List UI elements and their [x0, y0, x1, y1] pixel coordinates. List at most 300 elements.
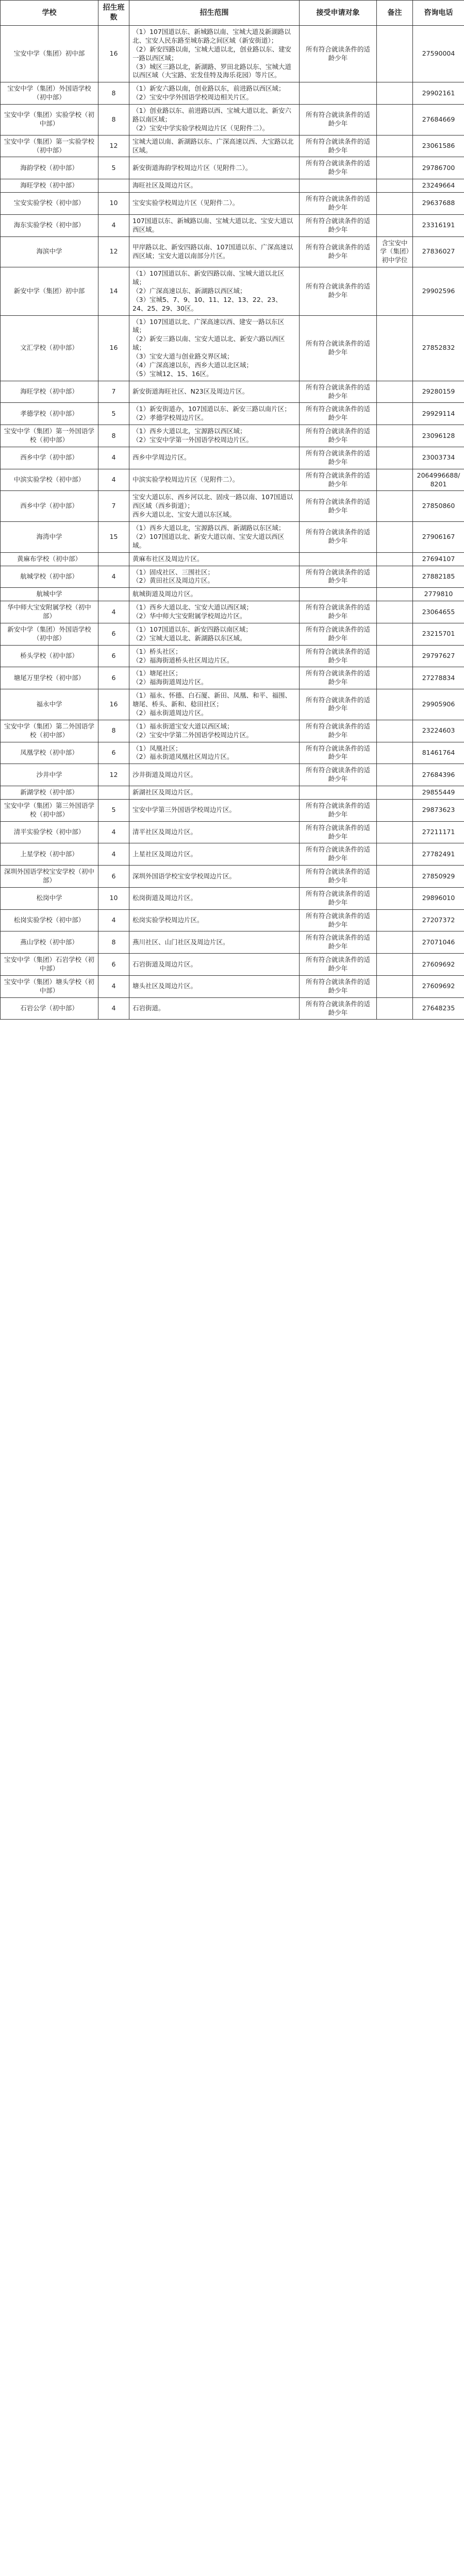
school-name-cell: 海旺学校（初中部） — [1, 179, 98, 193]
scope-line: （2）福永街道凤凰社区周边片区。 — [132, 753, 234, 761]
scope-line: （2）107国道以北、新安大道以南、宝安大道以西区域。 — [132, 532, 285, 549]
note-cell — [377, 887, 413, 909]
class-count-cell: 6 — [98, 742, 129, 764]
phone-cell: 29637688 — [413, 193, 464, 215]
enrollment-scope-cell — [129, 997, 300, 1020]
phone-cell: 29873623 — [413, 799, 464, 821]
table-row — [1, 82, 464, 105]
enrollment-scope-cell — [129, 447, 300, 469]
note-cell — [377, 821, 413, 843]
scope-line: 石岩街道。 — [132, 1004, 165, 1012]
school-name-cell: 燕山学校（初中部） — [1, 931, 98, 954]
phone-cell: 27684396 — [413, 764, 464, 786]
table-row — [1, 866, 464, 888]
phone-cell: 27684669 — [413, 105, 464, 135]
class-count-cell: 8 — [98, 105, 129, 135]
school-name-cell: 宝安中学（集团）第一外国语学校（初中部） — [1, 425, 98, 447]
school-name-cell: 宝安中学（集团）实验学校（初中部） — [1, 105, 98, 135]
scope-line: （1）107国道以北、广深高速以西、建安一路以东区域； — [132, 317, 285, 334]
scope-line: 107国道以东、新城路以南、宝城大道以北、宝安大道以西区域。 — [132, 216, 293, 233]
school-name-cell: 文汇学校（初中部） — [1, 315, 98, 381]
table-row — [1, 997, 464, 1020]
enrollment-scope-cell — [129, 26, 300, 82]
school-name-cell: 石岩公学（初中部） — [1, 997, 98, 1020]
table-row — [1, 193, 464, 215]
school-name-cell: 宝安中学（集团）第二外国语学校（初中部） — [1, 720, 98, 742]
applicant-target-cell: 所有符合就读条件的适龄少年 — [300, 997, 377, 1020]
phone-cell: 27207372 — [413, 909, 464, 931]
table-row — [1, 909, 464, 931]
school-name-cell: 桥头学校（初中部） — [1, 645, 98, 667]
scope-line: （1）福永、怀德、白石厦、新田、凤凰、和平、福围、塘尾、桥头、新和、稔田社区； — [132, 691, 291, 708]
enrollment-scope-cell — [129, 866, 300, 888]
scope-line: （1）创业路以东、前进路以西、宝城大道以北、新安六路以南区域； — [132, 107, 291, 123]
school-name-cell: 福永中学 — [1, 689, 98, 720]
scope-line: （2）新安三路以南、宝安大道以北、新安六路以西区域； — [132, 335, 285, 352]
scope-line: 宝安大道以东、西乡河以北、固戍一路以南、107国道以西区域（西乡街道）； — [132, 493, 293, 510]
note-cell — [377, 214, 413, 236]
table-row — [1, 491, 464, 522]
applicant-target-cell: 所有符合就读条件的适龄少年 — [300, 866, 377, 888]
note-cell — [377, 975, 413, 997]
note-cell — [377, 267, 413, 315]
school-name-cell: 海东实验学校（初中部） — [1, 214, 98, 236]
table-row — [1, 105, 464, 135]
applicant-target-cell: 所有符合就读条件的适龄少年 — [300, 491, 377, 522]
school-name-cell: 沙井中学 — [1, 764, 98, 786]
scope-line: （5）宝城12、15、16区。 — [132, 369, 213, 378]
phone-cell: 27782491 — [413, 843, 464, 866]
table-row — [1, 623, 464, 645]
school-name-cell: 凤凰学校（初中部） — [1, 742, 98, 764]
table-row — [1, 236, 464, 267]
scope-line: （2）华中师大宝安附属学校周边片区。 — [132, 612, 246, 620]
note-cell — [377, 667, 413, 689]
class-count-cell: 4 — [98, 821, 129, 843]
scope-line: （2）福永街道周边片区。 — [132, 708, 208, 717]
note-cell — [377, 381, 413, 403]
class-count-cell: 12 — [98, 236, 129, 267]
note-cell — [377, 522, 413, 553]
applicant-target-cell — [300, 82, 377, 105]
note-cell — [377, 623, 413, 645]
school-name-cell: 宝安中学（集团）初中部 — [1, 26, 98, 82]
scope-line: 新安街道海韵学校周边片区（见附件二）。 — [132, 163, 252, 172]
scope-line: 宝安中学第三外国语学校周边片区。 — [132, 806, 236, 814]
applicant-target-cell: 所有符合就读条件的适龄少年 — [300, 469, 377, 491]
class-count-cell — [98, 179, 129, 193]
table-row — [1, 469, 464, 491]
class-count-cell — [98, 552, 129, 566]
note-cell — [377, 193, 413, 215]
table-row — [1, 931, 464, 954]
scope-line: （3）城区三路以北，新湖路、罗田北路以东、宝城大道以西区域（大宝路、宏发佳特及海乐花园）等片区。 — [132, 62, 291, 79]
applicant-target-cell: 所有符合就读条件的适龄少年 — [300, 403, 377, 425]
applicant-target-cell: 所有符合就读条件的适龄少年 — [300, 214, 377, 236]
scope-line: （1）桥头社区； — [132, 647, 182, 655]
note-cell: 含宝安中学（集团）初中学位 — [377, 236, 413, 267]
scope-line: （3）宝安大道与创业路交界区域； — [132, 352, 234, 360]
note-cell — [377, 425, 413, 447]
header-note: 备注 — [377, 1, 413, 26]
applicant-target-cell: 所有符合就读条件的适龄少年 — [300, 742, 377, 764]
school-name-cell: 宝安中学（集团）第三外国语学校（初中部） — [1, 799, 98, 821]
applicant-target-cell: 所有符合就读条件的适龄少年 — [300, 105, 377, 135]
scope-line: （1）福永街道宝安大道以西区域； — [132, 722, 234, 730]
note-cell — [377, 469, 413, 491]
applicant-target-cell: 所有符合就读条件的适龄少年 — [300, 267, 377, 315]
enrollment-scope-cell — [129, 720, 300, 742]
enrollment-scope-cell — [129, 821, 300, 843]
header-phone: 咨询电话 — [413, 1, 464, 26]
applicant-target-cell: 所有符合就读条件的适龄少年 — [300, 601, 377, 623]
scope-line: 黄麻布社区及周边片区。 — [132, 554, 204, 563]
enrollment-scope-cell — [129, 522, 300, 553]
applicant-target-cell: 所有符合就读条件的适龄少年 — [300, 689, 377, 720]
scope-line: （1）塘尾社区； — [132, 669, 182, 677]
table-row — [1, 267, 464, 315]
school-name-cell: 上星学校（初中部） — [1, 843, 98, 866]
table-row — [1, 425, 464, 447]
scope-line: 塘头社区及周边片区。 — [132, 982, 197, 990]
table-row — [1, 315, 464, 381]
scope-line: （1）凤凰社区； — [132, 744, 182, 752]
scope-line: 燕川社区、山门社区及周边片区。 — [132, 938, 229, 946]
class-count-cell: 4 — [98, 447, 129, 469]
applicant-target-cell: 所有符合就读条件的适龄少年 — [300, 157, 377, 179]
scope-line: （3）宝城5、7、9、10、11、12、13、22、23、24、25、29、30区。 — [132, 295, 282, 312]
applicant-target-cell — [300, 552, 377, 566]
note-cell — [377, 786, 413, 800]
scope-line: （2）孝德学校周边片区。 — [132, 414, 208, 422]
note-cell — [377, 315, 413, 381]
enrollment-scope-cell — [129, 954, 300, 976]
scope-line: （2）宝安中学第二外国语学校周边片区。 — [132, 731, 253, 739]
class-count-cell: 12 — [98, 764, 129, 786]
phone-cell: 29929114 — [413, 403, 464, 425]
class-count-cell: 6 — [98, 667, 129, 689]
enrollment-scope-cell — [129, 214, 300, 236]
note-cell — [377, 799, 413, 821]
class-count-cell: 4 — [98, 975, 129, 997]
table-row — [1, 742, 464, 764]
scope-line: 宝安实验学校周边片区（见附件二）。 — [132, 199, 239, 207]
enrollment-scope-cell — [129, 236, 300, 267]
school-name-cell: 清平实验学校（初中部） — [1, 821, 98, 843]
table-row — [1, 799, 464, 821]
applicant-target-cell: 所有符合就读条件的适龄少年 — [300, 909, 377, 931]
table-row — [1, 689, 464, 720]
school-name-cell: 宝安中学（集团）石岩学校（初中部） — [1, 954, 98, 976]
enrollment-scope-cell — [129, 689, 300, 720]
school-name-cell: 新安中学（集团）初中部 — [1, 267, 98, 315]
applicant-target-cell: 所有符合就读条件的适龄少年 — [300, 425, 377, 447]
table-row — [1, 645, 464, 667]
enrollment-scope-cell — [129, 764, 300, 786]
scope-line: 海旺社区及周边片区。 — [132, 181, 197, 190]
class-count-cell: 16 — [98, 315, 129, 381]
applicant-target-cell: 所有符合就读条件的适龄少年 — [300, 887, 377, 909]
enrollment-scope-cell — [129, 799, 300, 821]
enrollment-scope-cell — [129, 179, 300, 193]
school-name-cell: 西乡中学（初中部） — [1, 491, 98, 522]
enrollment-scope-cell — [129, 786, 300, 800]
phone-cell: 27609692 — [413, 954, 464, 976]
phone-cell: 29905906 — [413, 689, 464, 720]
note-cell — [377, 82, 413, 105]
class-count-cell: 10 — [98, 193, 129, 215]
applicant-target-cell: 所有符合就读条件的适龄少年 — [300, 447, 377, 469]
note-cell — [377, 645, 413, 667]
school-name-cell: 宝安中学（集团）第一实验学校（初中部） — [1, 135, 98, 157]
class-count-cell: 6 — [98, 866, 129, 888]
school-name-cell: 海旺学校（初中部） — [1, 381, 98, 403]
applicant-target-cell: 所有符合就读条件的适龄少年 — [300, 720, 377, 742]
school-name-cell: 华中师大宝安附属学校（初中部） — [1, 601, 98, 623]
enrollment-scope-cell — [129, 887, 300, 909]
phone-cell: 23215701 — [413, 623, 464, 645]
scope-line: （2）宝安中学外国语学校周边相关片区。 — [132, 93, 253, 101]
table-row — [1, 157, 464, 179]
note-cell — [377, 135, 413, 157]
scope-line: （2）广深高速以东、新湖路以西区域； — [132, 286, 246, 295]
table-row — [1, 720, 464, 742]
enrollment-scope-cell — [129, 267, 300, 315]
scope-line: （2）新安四路以南，宝城大道以北，创业路以东、建安一路以西区域； — [132, 45, 291, 62]
class-count-cell: 7 — [98, 381, 129, 403]
class-count-cell: 16 — [98, 26, 129, 82]
applicant-target-cell: 所有符合就读条件的适龄少年 — [300, 843, 377, 866]
note-cell — [377, 105, 413, 135]
scope-line: 上星社区及周边片区。 — [132, 850, 197, 858]
table-row — [1, 447, 464, 469]
scope-line: （2）宝安中学第一外国语学校周边片区。 — [132, 436, 253, 444]
school-name-cell: 海滨中学 — [1, 236, 98, 267]
class-count-cell: 4 — [98, 469, 129, 491]
applicant-target-cell: 所有符合就读条件的适龄少年 — [300, 381, 377, 403]
scope-line: 甲岸路以北、新安四路以南、107国道以东、广深高速以西区域；宝安大道以南部分片区。 — [132, 243, 293, 260]
note-cell — [377, 997, 413, 1020]
enrollment-scope-cell — [129, 623, 300, 645]
school-name-cell: 松岗实验学校（初中部） — [1, 909, 98, 931]
applicant-target-cell: 所有符合就读条件的适龄少年 — [300, 623, 377, 645]
scope-line: 沙井街道及周边片区。 — [132, 770, 197, 778]
scope-line: （2）宝城大道以北、新湖路以东区域。 — [132, 634, 246, 642]
note-cell — [377, 566, 413, 588]
note-cell — [377, 552, 413, 566]
class-count-cell: 4 — [98, 601, 129, 623]
table-row — [1, 954, 464, 976]
applicant-target-cell: 所有符合就读条件的适龄少年 — [300, 26, 377, 82]
header-applicant-target: 接受申请对象 — [300, 1, 377, 26]
class-count-cell: 10 — [98, 887, 129, 909]
enrollment-scope-cell — [129, 588, 300, 601]
scope-line: （1）西乡大道以北，宝源路以西、新湖路以东区域； — [132, 524, 285, 532]
table-row — [1, 403, 464, 425]
applicant-target-cell: 所有符合就读条件的适龄少年 — [300, 522, 377, 553]
header-school: 学校 — [1, 1, 98, 26]
note-cell — [377, 26, 413, 82]
table-row — [1, 667, 464, 689]
school-name-cell: 航城中学 — [1, 588, 98, 601]
applicant-target-cell: 所有符合就读条件的适龄少年 — [300, 954, 377, 976]
note-cell — [377, 742, 413, 764]
table-row — [1, 887, 464, 909]
phone-cell: 29902596 — [413, 267, 464, 315]
class-count-cell: 4 — [98, 214, 129, 236]
class-count-cell: 4 — [98, 997, 129, 1020]
header-row — [1, 1, 464, 26]
scope-line: 新湖社区及周边片区。 — [132, 788, 197, 796]
applicant-target-cell: 所有符合就读条件的适龄少年 — [300, 821, 377, 843]
class-count-cell: 5 — [98, 799, 129, 821]
phone-cell: 27850860 — [413, 491, 464, 522]
enrollment-scope-cell — [129, 425, 300, 447]
school-name-cell: 黄麻布学校（初中部） — [1, 552, 98, 566]
note-cell — [377, 588, 413, 601]
enrollment-scope-cell — [129, 909, 300, 931]
enrollment-scope-cell — [129, 381, 300, 403]
enrollment-scope-cell — [129, 469, 300, 491]
school-name-cell: 塘尾万里学校（初中部） — [1, 667, 98, 689]
table-row — [1, 26, 464, 82]
scope-line: （1）107国道以东、新安四路以南区域； — [132, 625, 252, 633]
school-name-cell: 深圳外国语学校宝安学校（初中部） — [1, 866, 98, 888]
class-count-cell — [98, 786, 129, 800]
school-name-cell: 西乡中学（初中部） — [1, 447, 98, 469]
scope-line: （2）福海街道桥头社区周边片区。 — [132, 656, 234, 664]
applicant-target-cell: 所有符合就读条件的适龄少年 — [300, 315, 377, 381]
class-count-cell: 4 — [98, 566, 129, 588]
phone-cell: 23061586 — [413, 135, 464, 157]
class-count-cell: 4 — [98, 843, 129, 866]
phone-cell: 27648235 — [413, 997, 464, 1020]
applicant-target-cell: 所有符合就读条件的适龄少年 — [300, 667, 377, 689]
phone-cell: 23064655 — [413, 601, 464, 623]
scope-line: （1）固戍社区、三围社区； — [132, 568, 214, 576]
scope-line: 清平社区及周边片区。 — [132, 828, 197, 836]
school-name-cell: 宝安中学（集团）塘头学校（初中部） — [1, 975, 98, 997]
enrollment-scope-cell — [129, 193, 300, 215]
note-cell — [377, 843, 413, 866]
table-row — [1, 135, 464, 157]
class-count-cell: 12 — [98, 135, 129, 157]
applicant-target-cell: 所有符合就读条件的适龄少年 — [300, 135, 377, 157]
scope-line: （1）新安六路以南，创业路以东，前进路以西区域； — [132, 84, 285, 93]
table-row — [1, 566, 464, 588]
school-name-cell: 松岗中学 — [1, 887, 98, 909]
table-row — [1, 764, 464, 786]
school-name-cell: 海湾中学 — [1, 522, 98, 553]
enrollment-scope-cell — [129, 843, 300, 866]
scope-line: （1）107国道以东、新安四路以南、宝城大道以北区域； — [132, 269, 285, 286]
school-name-cell: 新安中学（集团）外国语学校（初中部） — [1, 623, 98, 645]
scope-line: （4）广深高速以东，西乡大道以北区域； — [132, 361, 253, 369]
enrollment-scope-cell — [129, 491, 300, 522]
enrollment-scope-cell — [129, 601, 300, 623]
phone-cell: 2779810 — [413, 588, 464, 601]
table-row — [1, 601, 464, 623]
phone-cell: 27278834 — [413, 667, 464, 689]
class-count-cell: 5 — [98, 157, 129, 179]
phone-cell: 81461764 — [413, 742, 464, 764]
school-name-cell: 新湖学校（初中部） — [1, 786, 98, 800]
note-cell — [377, 764, 413, 786]
class-count-cell: 6 — [98, 645, 129, 667]
applicant-target-cell: 所有符合就读条件的适龄少年 — [300, 193, 377, 215]
class-count-cell — [98, 588, 129, 601]
class-count-cell: 8 — [98, 931, 129, 954]
class-count-cell: 8 — [98, 82, 129, 105]
table-row — [1, 786, 464, 800]
phone-cell: 29902161 — [413, 82, 464, 105]
scope-line: （1）西乡大道以北，宝源路以西区域； — [132, 427, 246, 435]
phone-cell: 27071046 — [413, 931, 464, 954]
scope-line: 西乡中学周边片区。 — [132, 453, 191, 462]
scope-line: 航城街道及周边片区。 — [132, 590, 197, 598]
phone-cell: 29280159 — [413, 381, 464, 403]
enrollment-scope-cell — [129, 975, 300, 997]
enrollment-scope-cell — [129, 566, 300, 588]
note-cell — [377, 403, 413, 425]
enrollment-scope-cell — [129, 403, 300, 425]
phone-cell: 27836027 — [413, 236, 464, 267]
enrollment-scope-cell — [129, 135, 300, 157]
scope-line: （1）西乡大道以北、宝安大道以西区域； — [132, 603, 253, 612]
note-cell — [377, 179, 413, 193]
enrollment-scope-cell — [129, 645, 300, 667]
phone-cell: 2064996688/8201 — [413, 469, 464, 491]
scope-line: （1）新安街道办，107国道以东、新安三路以南片区； — [132, 405, 291, 413]
note-cell — [377, 720, 413, 742]
note-cell — [377, 866, 413, 888]
scope-line: 深圳外国语学校宝安学校周边片区。 — [132, 872, 236, 880]
phone-cell: 23224603 — [413, 720, 464, 742]
note-cell — [377, 909, 413, 931]
applicant-target-cell: 所有符合就读条件的适龄少年 — [300, 799, 377, 821]
phone-cell: 23316191 — [413, 214, 464, 236]
note-cell — [377, 601, 413, 623]
scope-line: 新安街道海旺社区、N23区及周边片区。 — [132, 387, 249, 396]
phone-cell: 27850929 — [413, 866, 464, 888]
phone-cell: 27609692 — [413, 975, 464, 997]
applicant-target-cell — [300, 588, 377, 601]
table-row — [1, 552, 464, 566]
applicant-target-cell: 所有符合就读条件的适龄少年 — [300, 764, 377, 786]
phone-cell: 27906167 — [413, 522, 464, 553]
phone-cell: 27211171 — [413, 821, 464, 843]
note-cell — [377, 447, 413, 469]
phone-cell: 23096128 — [413, 425, 464, 447]
scope-line: （2）福海街道周边片区。 — [132, 678, 208, 686]
enrollment-table — [0, 0, 464, 1020]
class-count-cell: 15 — [98, 522, 129, 553]
enrollment-scope-cell — [129, 82, 300, 105]
table-row — [1, 214, 464, 236]
note-cell — [377, 931, 413, 954]
table-row — [1, 821, 464, 843]
class-count-cell: 8 — [98, 720, 129, 742]
phone-cell: 27882185 — [413, 566, 464, 588]
table-row — [1, 381, 464, 403]
applicant-target-cell: 所有符合就读条件的适龄少年 — [300, 645, 377, 667]
school-name-cell: 航城学校（初中部） — [1, 566, 98, 588]
class-count-cell: 8 — [98, 425, 129, 447]
note-cell — [377, 689, 413, 720]
table-row — [1, 522, 464, 553]
scope-line: 中滨实验学校周边片区（见附件二）。 — [132, 476, 239, 484]
scope-line: 松岗实验学校周边片区。 — [132, 916, 204, 924]
